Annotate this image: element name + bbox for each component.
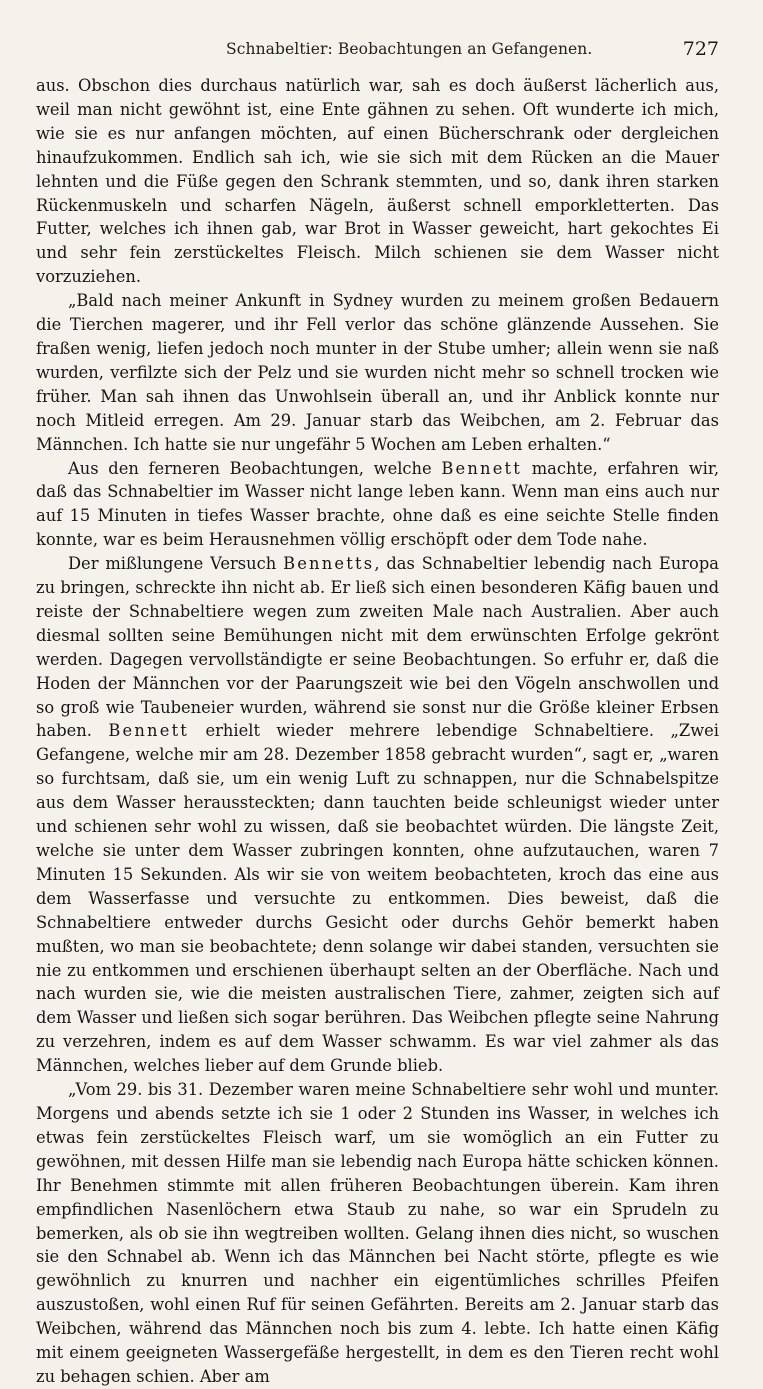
text-run: erhielt wieder mehrere lebendige Schnabeltiere. „Zwei Gefangene, welche mir am 28. Dezember 1858 gebracht wurden“, sagt er, „waren so furchtsam, daß sie, um ein wenig Luft zu schnappen, nur die Schnabelspitze aus dem Wasser heraussteckten; dann tauchten beide schleunigst wieder unter und schienen sehr wohl zu wissen, daß sie beobachtet würden. Die längste Zeit, welche sie unter dem Wasser zubringen konnten, ohne aufzutauchen, waren 7 Minuten 15 Sekunden. Als wir sie von weitem beobachteten, kroch das eine aus dem Wasserfasse und versuchte zu entkommen. Dies beweist, daß die Schnabeltiere entweder durchs Gesicht oder durchs Gehör bemerkt haben mußten, wo man sie beobachtete; denn solange wir dabei standen, versuchten sie nie zu entkommen und erschienen überhaupt selten an der Oberfläche. Nach und nach wurden sie, wie die meisten australischen Tiere, zahmer, zeigten sich auf dem Wasser und ließen sich sogar berühren. Das Weibchen pflegte seine Nahrung zu verzehren, indem es auf dem Wasser schwamm. Es war viel zahmer als das Männchen, welches lieber auf dem Grunde blieb.: [36, 721, 719, 1076]
running-head: Schnabeltier: Beobachtungen an Gefangenen.: [226, 40, 593, 58]
spaced-name: Bennett: [108, 721, 190, 741]
text-run: „Bald nach meiner Ankunft in Sydney wurden zu meinem großen Bedauern die Tierchen magerer, und ihr Fell verlor das schöne glänzende Aussehen. Sie fraßen wenig, liefen jedoch noch munter in der Stube umher; allein wenn sie naß wurden, verfilzte sich der Pelz und sie wurden nicht mehr so schnell trocken wie früher. Man sah ihnen das Unwohlsein überall an, und ihr Anblick konnte nur noch Mitleid erregen. Am 29. Januar starb das Weibchen, am 2. Februar das Männchen. Ich hatte sie nur ungefähr 5 Wochen am Leben erhalten.“: [36, 291, 719, 454]
body-text: [36, 74, 719, 1389]
text-run: aus. Obschon dies durchaus natürlich war, sah es doch äußerst lächerlich aus, weil man nicht gewöhnt ist, eine Ente gähnen zu sehen. Oft wunderte ich mich, wie sie es nur anfangen möchten, auf einen Bücherschrank oder dergleichen hinaufzukommen. Endlich sah ich, wie sie sich mit dem Rücken an die Mauer lehnten und die Füße gegen den Schrank stemmten, und so, dank ihren starken Rückenmuskeln und scharfen Nägeln, äußerst schnell emporkletterten. Das Futter, welches ich ihnen gab, war Brot in Wasser geweicht, hart gekochtes Ei und sehr fein zerstückeltes Fleisch. Milch schienen sie dem Wasser nicht vorzuziehen.: [36, 76, 719, 287]
text-run: machte, erfahren wir, daß das Schnabeltier im Wasser nicht lange leben kann. Wenn man eins auch nur auf 15 Minuten in tiefes Wasser brachte, ohne daß es eine seichte Stelle finden konnte, war es beim Herausnehmen völlig erschöpft oder dem Tode nahe.: [36, 458, 720, 550]
text-run: „Vom 29. bis 31. Dezember waren meine Schnabeltiere sehr wohl und munter. Morgens und abends setzte ich sie 1 oder 2 Stunden ins Wasser, in welches ich etwas fein zerstückeltes Fleisch warf, um sie womöglich an ein Futter zu gewöhnen, mit dessen Hilfe man sie lebendig nach Europa hätte schicken können. Ihr Benehmen stimmte mit allen früheren Beobachtungen überein. Kam ihren empfindlichen Nasenlöchern etwa Staub zu nahe, so war ein Sprudeln zu bemerken, als ob sie ihn wegtreiben wollten. Gelang ihnen dies nicht, so wuschen sie den Schnabel ab. Wenn ich das Männchen bei Nacht störte, pflegte es wie gewöhnlich zu knurren und nachher ein eigentümliches schrilles Pfeifen auszustoßen, wohl einen Ruf für seinen Gefährten. Bereits am 2. Januar starb das Weibchen, während das Männchen noch bis zum 4. lebte. Ich hatte einen Käfig mit einem geeigneten Wassergefäße hergestellt, in dem es den Tieren recht wohl zu behagen schien. Aber am: [36, 1080, 719, 1386]
page-number: 727: [682, 38, 719, 60]
paragraph: [36, 289, 719, 456]
page-header: [36, 36, 719, 68]
paragraph: [36, 552, 719, 1078]
text-run: , das Schnabeltier lebendig nach Europa zu bringen, schreckte ihn nicht ab. Er ließ sich einen besonderen Käfig bauen und reiste der Schnabeltiere wegen zum zweiten Male nach Australien. Aber auch diesmal sollten seine Bemühungen nicht mit dem erwünschten Erfolge gekrönt werden. Dagegen vervollständigte er seine Beobachtungen. So erfuhr er, daß die Hoden der Männchen vor der Paarungszeit wie bei den Vögeln anschwollen und so groß wie Taubeneier wurden, während sie sonst nur die Größe kleiner Erbsen haben.: [36, 554, 719, 741]
paragraph: [36, 74, 719, 289]
text-run: Aus den ferneren Beobachtungen, welche: [68, 458, 442, 478]
text-run: Der mißlungene Versuch: [68, 554, 284, 574]
spaced-name: Bennetts: [283, 554, 375, 574]
spaced-name: Bennett: [441, 458, 523, 478]
paragraph: [36, 1078, 719, 1389]
paragraph: [36, 457, 719, 553]
